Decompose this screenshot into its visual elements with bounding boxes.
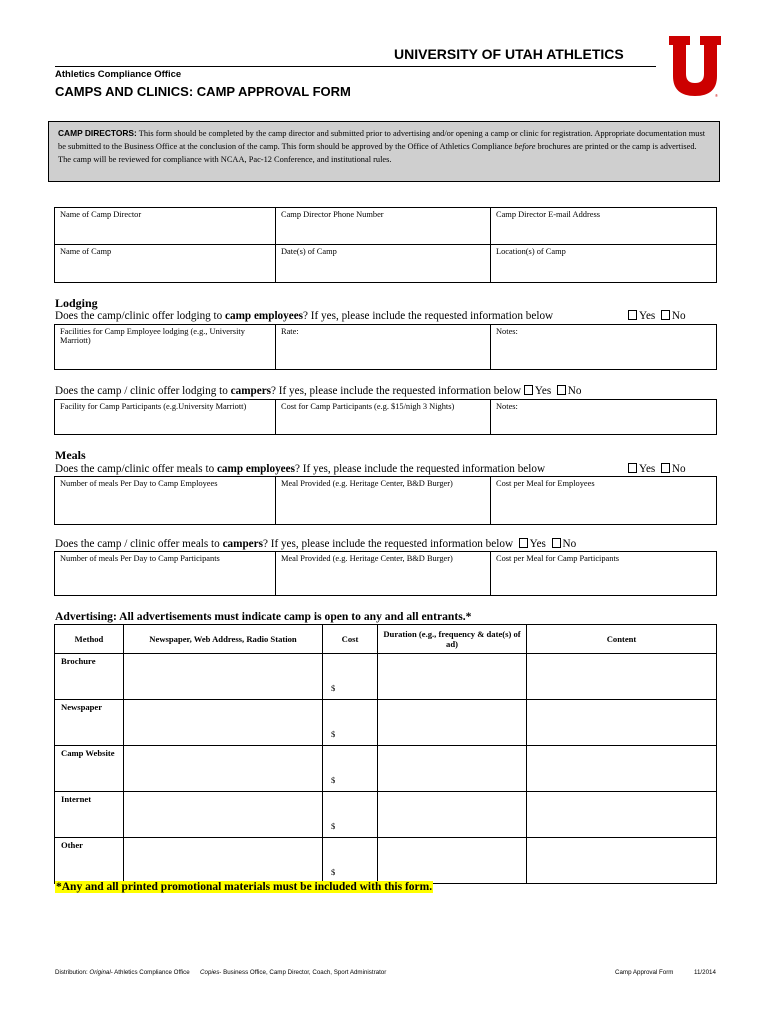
lodging-employees-yes-checkbox[interactable] — [628, 310, 637, 320]
camp-dates-field[interactable]: Date(s) of Camp — [276, 245, 491, 283]
col-content: Content — [527, 625, 717, 654]
method-label: Internet — [55, 792, 124, 838]
table-row — [55, 654, 717, 700]
footer-form-name: Camp Approval Form — [615, 969, 674, 976]
outlet-field[interactable] — [124, 700, 323, 746]
camper-meal-provided-field[interactable]: Meal Provided (e.g. Heritage Center, B&D Burger) — [276, 552, 491, 596]
lodging-employees-table — [54, 324, 717, 370]
registered-mark: ® — [715, 93, 718, 98]
camp-director-email-field[interactable]: Camp Director E-mail Address — [491, 208, 717, 245]
outlet-field[interactable] — [124, 792, 323, 838]
content-field[interactable] — [527, 838, 717, 884]
lodging-heading: Lodging — [55, 296, 98, 310]
content-field[interactable] — [527, 792, 717, 838]
lodging-employees-question: Does the camp/clinic offer lodging to camp employees? If yes, please include the requested information below — [55, 310, 554, 322]
camper-lodging-notes-field[interactable]: Notes: — [491, 400, 717, 435]
header-rule — [55, 66, 656, 67]
duration-field[interactable] — [378, 746, 527, 792]
meals-employees-yes-checkbox[interactable] — [628, 463, 637, 473]
advertising-heading: Advertising: All advertisements must indicate camp is open to any and all entrants.* — [55, 610, 472, 623]
method-label: Camp Website — [55, 746, 124, 792]
cost-field[interactable]: $ — [323, 792, 378, 838]
duration-field[interactable] — [378, 838, 527, 884]
footer-distribution: Distribution: Original- Athletics Compliance Office Copies- Business Office, Camp Director, Coach, Sport Administrator — [55, 969, 387, 976]
outlet-field[interactable] — [124, 838, 323, 884]
camper-meals-per-day-field[interactable]: Number of meals Per Day to Camp Participants — [55, 552, 276, 596]
meals-employees-yes-no: Yes No — [628, 463, 686, 475]
employee-lodging-notes-field[interactable]: Notes: — [491, 325, 717, 370]
camper-meal-cost-field[interactable]: Cost per Meal for Camp Participants — [491, 552, 717, 596]
meals-campers-yes-checkbox[interactable] — [519, 538, 528, 548]
camp-location-field[interactable]: Location(s) of Camp — [491, 245, 717, 283]
meals-campers-table — [54, 551, 717, 596]
lodging-employees-no-checkbox[interactable] — [661, 310, 670, 320]
lodging-campers-no-checkbox[interactable] — [557, 385, 566, 395]
cost-field[interactable]: $ — [323, 838, 378, 884]
table-row — [55, 838, 717, 884]
method-label: Brochure — [55, 654, 124, 700]
instructions-text-1: This form should be completed by the camp director and submitted prior to advertising and/or opening a camp or clinic for registration. Appropriate documentation must be submitted to the Business Office at the conclusion of the camp. This form should be approved by the Office of Athletics Compliance — [58, 129, 706, 151]
meals-heading: Meals — [55, 448, 86, 462]
employee-lodging-facility-field[interactable]: Facilities for Camp Employee lodging (e.g., University Marriott) — [55, 325, 276, 370]
instructions-lead: CAMP DIRECTORS: — [58, 128, 137, 138]
table-row — [55, 700, 717, 746]
meals-employees-no-checkbox[interactable] — [661, 463, 670, 473]
instructions-box — [48, 121, 720, 182]
promotional-materials-note: *Any and all printed promotional materials must be included with this form. — [56, 881, 433, 893]
lodging-campers-question: Does the camp / clinic offer lodging to campers? If yes, please include the requested information below Yes No — [55, 385, 582, 397]
method-label: Other — [55, 838, 124, 884]
form-title: CAMPS AND CLINICS: CAMP APPROVAL FORM — [55, 84, 351, 99]
table-row — [55, 792, 717, 838]
cost-field[interactable]: $ — [323, 654, 378, 700]
camp-director-name-field[interactable]: Name of Camp Director — [55, 208, 276, 245]
camper-lodging-facility-field[interactable]: Facility for Camp Participants (e.g.University Marriott) — [55, 400, 276, 435]
instructions-text-2: brochures are printed or the camp is advertised. The camp will be reviewed for compliance with NCAA, Pac-12 Conference, and institutional rules. — [58, 142, 697, 164]
method-label: Newspaper — [55, 700, 124, 746]
cost-field[interactable]: $ — [323, 746, 378, 792]
camper-lodging-cost-field[interactable]: Cost for Camp Participants (e.g. $15/nigh 3 Nights) — [276, 400, 491, 435]
outlet-field[interactable] — [124, 746, 323, 792]
advertising-table — [54, 624, 717, 884]
col-cost: Cost — [323, 625, 378, 654]
employee-meals-per-day-field[interactable]: Number of meals Per Day to Camp Employees — [55, 477, 276, 525]
camp-director-phone-field[interactable]: Camp Director Phone Number — [276, 208, 491, 245]
content-field[interactable] — [527, 700, 717, 746]
employee-lodging-rate-field[interactable]: Rate: — [276, 325, 491, 370]
instructions-italic: before — [514, 142, 536, 151]
table-row — [55, 746, 717, 792]
lodging-campers-yes-checkbox[interactable] — [524, 385, 533, 395]
director-info-table — [54, 207, 717, 283]
col-outlet: Newspaper, Web Address, Radio Station — [124, 625, 323, 654]
university-title: UNIVERSITY OF UTAH ATHLETICS — [394, 46, 624, 62]
meals-employees-question: Does the camp/clinic offer meals to camp employees? If yes, please include the requested information below — [55, 463, 546, 475]
duration-field[interactable] — [378, 792, 527, 838]
lodging-campers-table — [54, 399, 717, 435]
university-logo-icon — [669, 36, 721, 98]
content-field[interactable] — [527, 654, 717, 700]
employee-meal-cost-field[interactable]: Cost per Meal for Employees — [491, 477, 717, 525]
col-duration: Duration (e.g., frequency & date(s) of ad) — [378, 625, 527, 654]
employee-meal-provided-field[interactable]: Meal Provided (e.g. Heritage Center, B&D Burger) — [276, 477, 491, 525]
outlet-field[interactable] — [124, 654, 323, 700]
lodging-employees-yes-no: Yes No — [628, 310, 686, 322]
camp-name-field[interactable]: Name of Camp — [55, 245, 276, 283]
content-field[interactable] — [527, 746, 717, 792]
meals-campers-no-checkbox[interactable] — [552, 538, 561, 548]
col-method: Method — [55, 625, 124, 654]
office-name: Athletics Compliance Office — [55, 69, 182, 80]
duration-field[interactable] — [378, 700, 527, 746]
duration-field[interactable] — [378, 654, 527, 700]
meals-employees-table — [54, 476, 717, 525]
meals-campers-question: Does the camp / clinic offer meals to campers? If yes, please include the requested information below Yes No — [55, 538, 577, 550]
cost-field[interactable]: $ — [323, 700, 378, 746]
footer-date: 11/2014 — [694, 969, 716, 976]
